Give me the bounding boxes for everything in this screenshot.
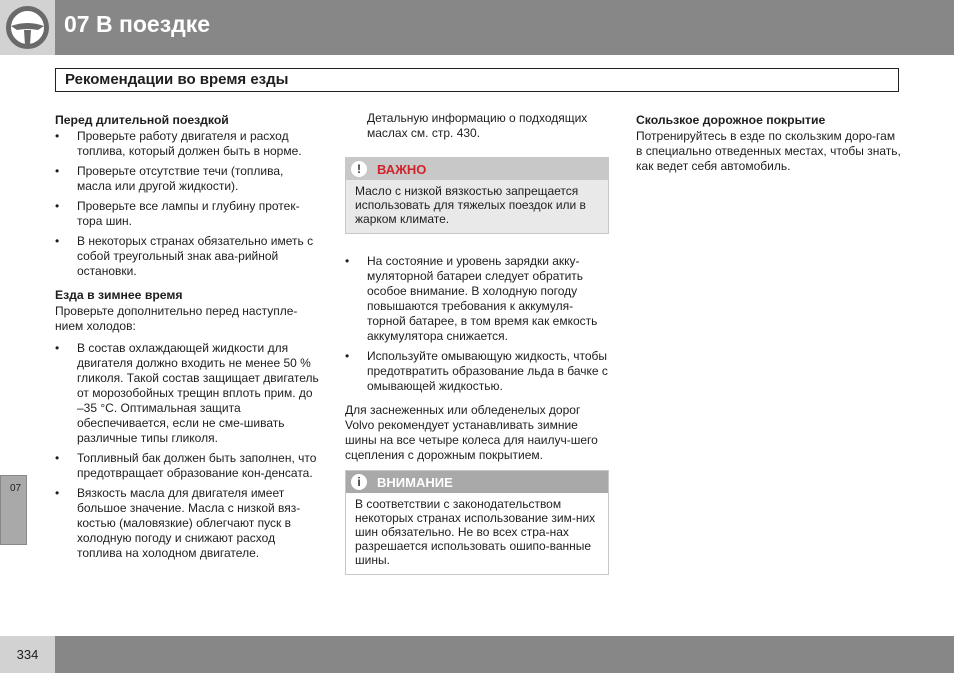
winter-intro: Проверьте дополнительно перед наступле-нием холодов: — [55, 304, 298, 333]
chapter-title: 07 В поездке — [64, 11, 211, 37]
important-box — [345, 157, 609, 234]
column-1 — [55, 113, 320, 566]
list-item: • В некоторых странах обязательно иметь с собой треугольный знак ава-рийной остановки. — [55, 234, 320, 279]
attention-text: В соответствии с законодательством некоторых странах использование зим-них шин обязательно. Не во всех стра-нах разрешается использовать ошипо-ванные шины. — [355, 497, 596, 567]
long-trip-list — [55, 129, 320, 279]
warning-icon: ! — [351, 161, 367, 177]
battery-list — [345, 254, 609, 394]
attention-header — [346, 471, 608, 493]
page-number: 334 — [0, 636, 55, 673]
attention-label: ВНИМАНИЕ — [377, 474, 453, 490]
attention-box — [345, 470, 609, 575]
heading-long-trip: Перед длительной поездкой — [55, 113, 229, 127]
list-item: • Топливный бак должен быть заполнен, что предотвращает образование кон-денсата. — [55, 451, 320, 481]
column-2 — [345, 111, 609, 575]
list-item: • Проверьте все лампы и глубину протек-тора шин. — [55, 199, 320, 229]
column-3 — [636, 113, 901, 174]
winter-list — [55, 341, 320, 561]
winter-tires-text: Для заснеженных или обледенелых дорог Volvo рекомендует устанавливать зимние шины на все четыре колеса для наилуч-шего сцепления с дорожным покрытием. — [345, 403, 598, 462]
heading-winter: Езда в зимнее время — [55, 288, 183, 302]
footer-bar — [55, 636, 954, 673]
list-item: • Проверьте отсутствие течи (топлива, масла или другой жидкости). — [55, 164, 320, 194]
important-text: Масло с низкой вязкостью запрещается использовать для тяжелых поездок или в жарком климате. — [346, 180, 608, 233]
list-item: • Используйте омывающую жидкость, чтобы предотвратить образование льда в бачке с омывающей жидкостью. — [345, 349, 609, 394]
side-tab-label: 07 — [10, 483, 22, 494]
list-item: • На состояние и уровень зарядки акку-муляторной батареи следует обратить особое внимание. В холодную погоду повышаются требования к аккумуля-торной батарее, в том время как емкость аккумулятора снижается. — [345, 254, 609, 344]
chapter-side-tab — [0, 475, 27, 545]
important-header — [346, 158, 608, 180]
logo-area — [0, 0, 55, 55]
section-title-bar — [55, 68, 899, 92]
section-title: Рекомендации во время езды — [65, 71, 289, 88]
oil-reference: Детальную информацию о подходящих маслах см. стр. 430. — [367, 111, 588, 140]
steering-wheel-icon — [0, 0, 55, 55]
important-label: ВАЖНО — [377, 161, 427, 177]
list-item: • В состав охлаждающей жидкости для двигателя должно входить не менее 50 % гликоля. Такой состав защищает двигатель от морозобойных трещин вплоть прим. до –35 °C. Оптимальная защита обеспечивается, если не сме-шивать различные типы гликоля. — [55, 341, 320, 446]
heading-slippery: Скользкое дорожное покрытие — [636, 113, 826, 127]
info-icon: i — [351, 474, 367, 490]
list-item: • Проверьте работу двигателя и расход топлива, который должен быть в норме. — [55, 129, 320, 159]
slippery-text: Потренируйтесь в езде по скользким доро-гам в специально отведенных местах, чтобы знать, как ведет себя автомобиль. — [636, 129, 901, 173]
list-item: • Вязкость масла для двигателя имеет большое значение. Масла с низкой вяз-костью (маловязкие) облегчают пуск в холодную погоду и снижают расход топлива на холодном двигателе. — [55, 486, 320, 561]
